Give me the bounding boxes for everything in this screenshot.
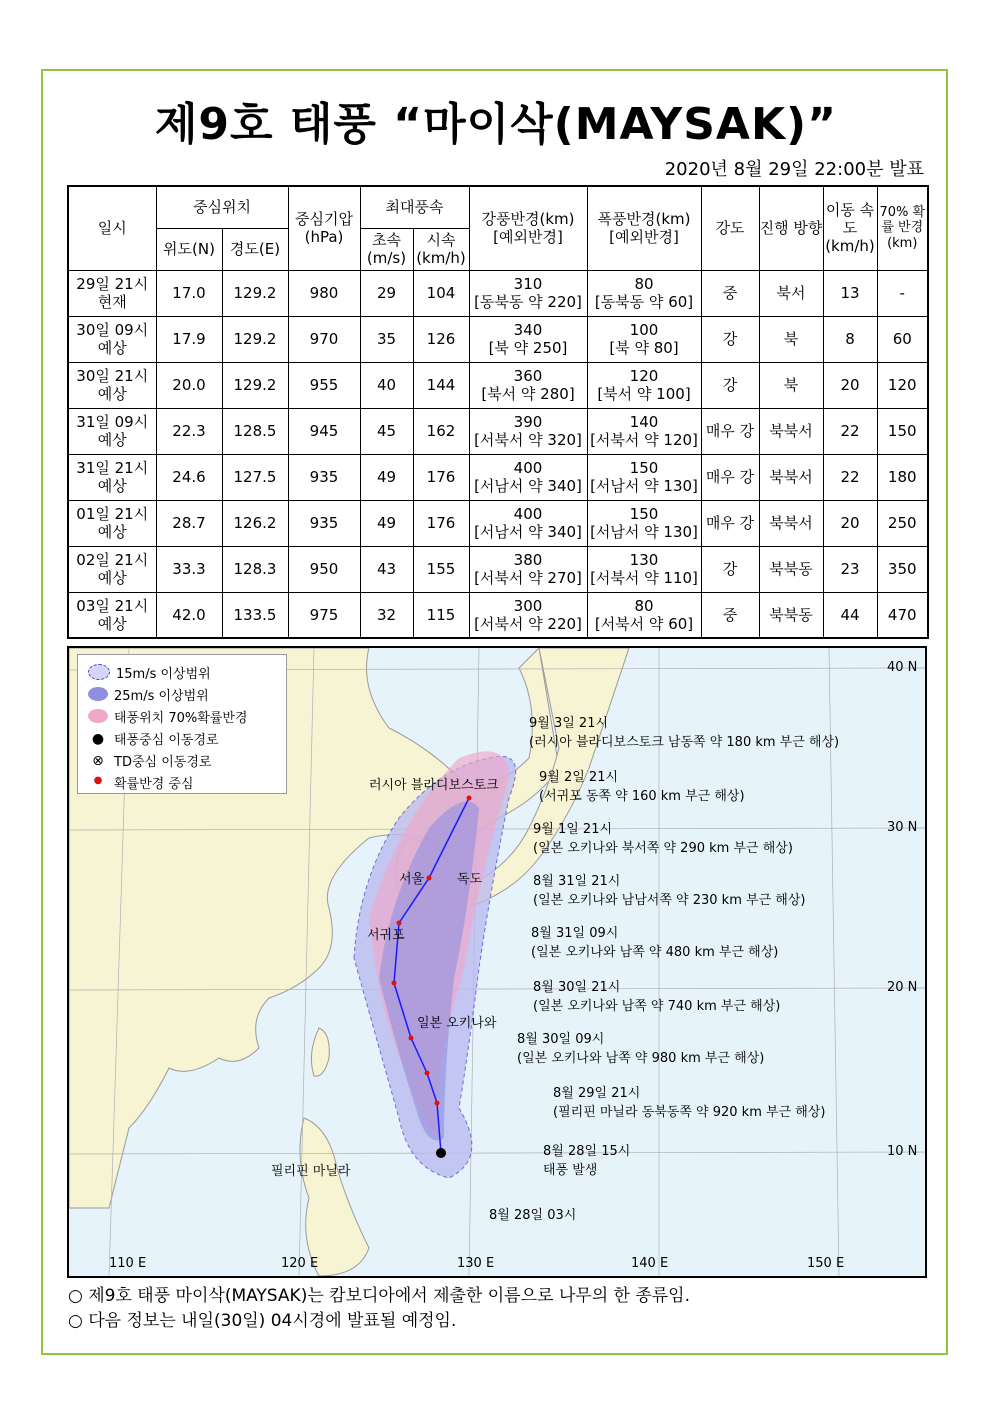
cell-text: 300 bbox=[513, 596, 543, 615]
cell-text: 현재 bbox=[97, 293, 127, 311]
annotation-location: (일본 오키나와 남쪽 약 480 km 부근 해상) bbox=[531, 945, 779, 960]
header-pressure: 중심기압 (hPa) bbox=[288, 186, 360, 270]
cell-kmh bbox=[413, 500, 469, 546]
cell-int bbox=[701, 408, 759, 454]
cell-text: 30일 09시 bbox=[76, 321, 149, 339]
forecast-row bbox=[68, 362, 928, 408]
cell-text: 129.2 bbox=[233, 284, 277, 302]
cell-text: 29 bbox=[376, 284, 397, 302]
forecast-row bbox=[68, 316, 928, 362]
place-label: 일본 오키나와 bbox=[417, 1016, 497, 1031]
cell-text: 20 bbox=[840, 376, 860, 394]
cell-g1 bbox=[469, 592, 587, 638]
cell-t1 bbox=[68, 546, 156, 592]
cell-text: [서북서 약 60] bbox=[594, 614, 694, 633]
cell-s1 bbox=[587, 592, 701, 638]
cell-text: 33.3 bbox=[172, 560, 206, 578]
forecast-row bbox=[68, 408, 928, 454]
cell-prob bbox=[877, 500, 928, 546]
cell-s1 bbox=[587, 546, 701, 592]
cell-text: 03일 21시 bbox=[76, 596, 149, 615]
cell-text: 북서 bbox=[776, 284, 806, 302]
annotation-time: 8월 28일 15시 bbox=[543, 1144, 631, 1159]
land-taiwan bbox=[311, 1028, 329, 1076]
cell-int bbox=[701, 592, 759, 638]
cell-text: [서북서 약 120] bbox=[590, 431, 698, 449]
annotation-time: 9월 1일 21시 bbox=[533, 822, 613, 837]
cell-text: [서남서 약 130] bbox=[590, 523, 698, 541]
cell-text: 60 bbox=[892, 330, 912, 348]
annotation-time: 8월 28일 03시 bbox=[489, 1208, 577, 1223]
issued-time: 2020년 8월 29일 22:00분 발표 bbox=[664, 159, 924, 180]
cell-text: 129.2 bbox=[233, 376, 277, 394]
annotation-location: (러시아 블라디보스토크 남동쪽 약 180 km 부근 해상) bbox=[529, 735, 840, 750]
header-intensity: 강도 bbox=[701, 186, 759, 270]
lon-label: 150 E bbox=[807, 1256, 845, 1271]
cell-text: 17.0 bbox=[172, 284, 206, 302]
cell-p bbox=[288, 592, 360, 638]
cell-text: 310 bbox=[513, 275, 543, 293]
header-wind-kmh: 시속 (km/h) bbox=[413, 228, 469, 270]
forecast-table bbox=[67, 185, 929, 639]
cell-prob bbox=[877, 270, 928, 316]
cell-lon bbox=[222, 500, 288, 546]
cell-text: 28.7 bbox=[172, 514, 206, 532]
cell-ms bbox=[360, 592, 413, 638]
cell-text: 120 bbox=[887, 376, 917, 394]
place-label: 러시아 블라디보스토크 bbox=[369, 778, 499, 793]
cell-text: 32 bbox=[376, 605, 397, 624]
cell-int bbox=[701, 454, 759, 500]
header-center: 중심위치 bbox=[156, 186, 288, 228]
forecast-row bbox=[68, 454, 928, 500]
note-line: ○ 다음 정보는 내일(30일) 04시경에 발표될 예정임. bbox=[68, 1311, 457, 1331]
forecast-row bbox=[68, 270, 928, 316]
cell-g1 bbox=[469, 362, 587, 408]
cell-s1 bbox=[587, 454, 701, 500]
typhoon-center-icon bbox=[436, 1148, 446, 1158]
header-speed: 이동 속도 (km/h) bbox=[823, 186, 877, 270]
cell-kmh bbox=[413, 316, 469, 362]
cell-text: 01일 21시 bbox=[76, 505, 149, 523]
track-annotation bbox=[531, 922, 778, 960]
cell-text: 127.5 bbox=[233, 468, 277, 486]
cell-text: 20.0 bbox=[172, 376, 206, 394]
cell-spd bbox=[823, 408, 877, 454]
cell-ms bbox=[360, 454, 413, 500]
cell-lon bbox=[222, 362, 288, 408]
lon-label: 130 E bbox=[457, 1256, 495, 1271]
cell-text: 360 bbox=[513, 367, 543, 385]
cell-text: 매우 강 bbox=[705, 468, 755, 486]
cell-s1 bbox=[587, 316, 701, 362]
cell-ms bbox=[360, 270, 413, 316]
cell-dir bbox=[759, 362, 823, 408]
cell-lon bbox=[222, 316, 288, 362]
cell-text: 340 bbox=[513, 321, 543, 339]
cell-text: 예상 bbox=[97, 523, 127, 541]
cell-text: 126.2 bbox=[233, 514, 277, 532]
forecast-row bbox=[68, 592, 928, 638]
cell-text: 162 bbox=[426, 422, 456, 440]
cell-text: 176 bbox=[426, 514, 456, 532]
cell-spd bbox=[823, 316, 877, 362]
cell-text: 중 bbox=[722, 284, 738, 302]
cell-text: 22 bbox=[840, 422, 860, 440]
cell-prob bbox=[877, 316, 928, 362]
cell-p bbox=[288, 362, 360, 408]
cell-text: 104 bbox=[426, 284, 456, 302]
cell-text: 8 bbox=[845, 330, 855, 348]
cell-kmh bbox=[413, 454, 469, 500]
cell-text: 29일 21시 bbox=[76, 275, 149, 293]
cell-s1 bbox=[587, 270, 701, 316]
legend-item: ⊗ TD중심 이동경로 bbox=[92, 753, 212, 770]
cell-text: 북 bbox=[783, 330, 799, 348]
cell-text: 북북서 bbox=[769, 514, 813, 532]
cell-text: 북북동 bbox=[769, 605, 813, 624]
cell-g1 bbox=[469, 546, 587, 592]
cell-lat bbox=[156, 454, 222, 500]
cell-text: [서남서 약 130] bbox=[590, 477, 698, 495]
cell-text: 126 bbox=[426, 330, 456, 348]
cell-text: 북북동 bbox=[769, 560, 813, 578]
cell-text: [북서 약 100] bbox=[597, 385, 691, 403]
cell-text: 955 bbox=[309, 376, 339, 394]
cell-text: 22 bbox=[840, 468, 860, 486]
cell-p bbox=[288, 454, 360, 500]
legend-item: 25m/s 이상범위 bbox=[88, 683, 286, 705]
cell-g1 bbox=[469, 500, 587, 546]
cell-kmh bbox=[413, 592, 469, 638]
lon-label: 110 E bbox=[109, 1256, 147, 1271]
place-label: 서귀포 bbox=[367, 928, 405, 943]
lat-label: 20 N bbox=[887, 980, 918, 995]
cell-text: 예상 bbox=[97, 477, 127, 495]
cell-text: 49 bbox=[376, 468, 397, 486]
cell-lon bbox=[222, 546, 288, 592]
cell-text: 24.6 bbox=[172, 468, 206, 486]
cell-text: - bbox=[899, 284, 905, 302]
cell-text: 350 bbox=[887, 560, 917, 578]
cell-s1 bbox=[587, 362, 701, 408]
cell-lon bbox=[222, 270, 288, 316]
cell-text: 13 bbox=[840, 284, 860, 302]
cell-text: 북북서 bbox=[769, 422, 813, 440]
cell-text: 44 bbox=[840, 605, 860, 624]
cell-dir bbox=[759, 500, 823, 546]
cell-text: 400 bbox=[513, 505, 543, 523]
annotation-time: 8월 30일 09시 bbox=[517, 1032, 605, 1047]
track-annotation bbox=[517, 1028, 764, 1066]
cell-text: 380 bbox=[513, 551, 543, 569]
cell-spd bbox=[823, 454, 877, 500]
legend-item: ● 확률반경 중심 bbox=[93, 775, 194, 792]
annotation-time: 8월 30일 21시 bbox=[533, 980, 621, 995]
cell-kmh bbox=[413, 270, 469, 316]
cell-text: 31일 21시 bbox=[76, 459, 149, 477]
cell-int bbox=[701, 316, 759, 362]
cell-dir bbox=[759, 592, 823, 638]
annotation-location: (서귀포 동쪽 약 160 km 부근 해상) bbox=[539, 789, 745, 804]
cell-text: 975 bbox=[309, 605, 339, 624]
cell-dir bbox=[759, 408, 823, 454]
cell-text: 180 bbox=[887, 468, 917, 486]
cell-text: 950 bbox=[309, 560, 339, 578]
cell-prob bbox=[877, 362, 928, 408]
cell-text: 980 bbox=[309, 284, 339, 302]
cell-g1 bbox=[469, 408, 587, 454]
cell-text: 150 bbox=[629, 459, 659, 477]
cell-text: 155 bbox=[426, 560, 456, 578]
notes bbox=[68, 1284, 690, 1334]
track-annotation bbox=[553, 1082, 825, 1120]
cell-dir bbox=[759, 316, 823, 362]
cell-lat bbox=[156, 592, 222, 638]
cell-spd bbox=[823, 270, 877, 316]
cell-lon bbox=[222, 454, 288, 500]
header-wind-ms: 초속 (m/s) bbox=[360, 228, 413, 270]
cell-text: 129.2 bbox=[233, 330, 277, 348]
cell-lat bbox=[156, 500, 222, 546]
forecast-row bbox=[68, 546, 928, 592]
cell-text: 43 bbox=[376, 560, 397, 578]
cell-s1 bbox=[587, 500, 701, 546]
cell-dir bbox=[759, 546, 823, 592]
cell-t1 bbox=[68, 362, 156, 408]
cell-kmh bbox=[413, 408, 469, 454]
cell-prob bbox=[877, 454, 928, 500]
annotation-time: 8월 31일 09시 bbox=[531, 926, 619, 941]
cell-dir bbox=[759, 270, 823, 316]
cell-text: 40 bbox=[376, 376, 397, 394]
lon-label: 120 E bbox=[281, 1256, 319, 1271]
annotation-location: (일본 오키나와 북서쪽 약 290 km 부근 해상) bbox=[533, 841, 793, 856]
cell-text: 80 bbox=[634, 596, 654, 615]
cell-text: 17.9 bbox=[172, 330, 206, 348]
cell-lat bbox=[156, 362, 222, 408]
cell-text: 30일 21시 bbox=[76, 367, 149, 385]
cell-text: 북북서 bbox=[769, 468, 813, 486]
track-annotation bbox=[543, 1140, 630, 1178]
legend-item: 15m/s 이상범위 bbox=[88, 661, 286, 683]
cell-p bbox=[288, 316, 360, 362]
cell-ms bbox=[360, 362, 413, 408]
cell-p bbox=[288, 546, 360, 592]
place-label: 서울 bbox=[399, 872, 425, 887]
cell-text: [서남서 약 340] bbox=[474, 523, 582, 541]
cell-text: [동북동 약 60] bbox=[594, 293, 694, 311]
cell-text: 22.3 bbox=[172, 422, 206, 440]
header-storm-radius: 폭풍반경(km) [예외반경] bbox=[587, 186, 701, 270]
cell-ms bbox=[360, 546, 413, 592]
track-annotation bbox=[529, 712, 839, 750]
track-annotation bbox=[533, 870, 805, 908]
annotation-location: (일본 오키나와 남쪽 약 980 km 부근 해상) bbox=[517, 1051, 765, 1066]
annotation-time: 9월 3일 21시 bbox=[529, 716, 609, 731]
cell-lat bbox=[156, 546, 222, 592]
cell-lat bbox=[156, 270, 222, 316]
header-time: 일시 bbox=[68, 186, 156, 270]
cell-int bbox=[701, 362, 759, 408]
cell-p bbox=[288, 408, 360, 454]
cell-text: 390 bbox=[513, 413, 543, 431]
cell-text: [동북동 약 220] bbox=[474, 293, 582, 311]
legend-item: 태풍위치 70%확률반경 bbox=[88, 705, 286, 727]
cell-text: 49 bbox=[376, 514, 397, 532]
header-lon: 경도(E) bbox=[222, 228, 288, 270]
cell-text: 예상 bbox=[97, 614, 127, 633]
cell-spd bbox=[823, 592, 877, 638]
header-direction: 진행 방향 bbox=[759, 186, 823, 270]
annotation-location: (필리핀 마닐라 동북동쪽 약 920 km 부근 해상) bbox=[553, 1105, 826, 1120]
cell-kmh bbox=[413, 546, 469, 592]
cell-text: 매우 강 bbox=[705, 422, 755, 440]
cell-int bbox=[701, 500, 759, 546]
annotation-location: (일본 오키나와 남남서쪽 약 230 km 부근 해상) bbox=[533, 893, 806, 908]
cell-text: 400 bbox=[513, 459, 543, 477]
cell-text: 23 bbox=[840, 560, 860, 578]
track-annotation bbox=[533, 976, 780, 1014]
cell-g1 bbox=[469, 454, 587, 500]
cell-text: [북서 약 280] bbox=[481, 385, 575, 403]
cell-g1 bbox=[469, 316, 587, 362]
cell-text: 935 bbox=[309, 514, 339, 532]
cell-text: [북 약 80] bbox=[609, 339, 679, 357]
cell-text: 470 bbox=[887, 605, 917, 624]
cell-text: 45 bbox=[376, 422, 397, 440]
cell-text: 35 bbox=[376, 330, 397, 348]
track-annotation bbox=[533, 818, 793, 856]
cell-g1 bbox=[469, 270, 587, 316]
legend-item: ● 태풍중심 이동경로 bbox=[91, 731, 219, 748]
cell-spd bbox=[823, 362, 877, 408]
cell-prob bbox=[877, 546, 928, 592]
cell-text: 예상 bbox=[97, 339, 127, 357]
cell-ms bbox=[360, 500, 413, 546]
cell-text: [서북서 약 320] bbox=[474, 431, 582, 449]
cell-text: 강 bbox=[722, 376, 738, 394]
cell-t1 bbox=[68, 316, 156, 362]
cell-text: [서북서 약 110] bbox=[590, 569, 698, 587]
cell-text: 120 bbox=[629, 367, 659, 385]
cell-text: 970 bbox=[309, 330, 339, 348]
cell-int bbox=[701, 546, 759, 592]
cell-text: 31일 09시 bbox=[76, 413, 149, 431]
cell-text: 133.5 bbox=[233, 605, 277, 624]
cell-int bbox=[701, 270, 759, 316]
cell-text: 150 bbox=[887, 422, 917, 440]
cell-text: 250 bbox=[887, 514, 917, 532]
cell-p bbox=[288, 270, 360, 316]
cell-text: 매우 강 bbox=[705, 514, 755, 532]
cell-text: 북 bbox=[783, 376, 799, 394]
cell-lat bbox=[156, 408, 222, 454]
cell-p bbox=[288, 500, 360, 546]
cell-text: [서북서 약 220] bbox=[474, 614, 582, 633]
track-annotation bbox=[539, 766, 745, 804]
cell-text: 예상 bbox=[97, 431, 127, 449]
lat-label: 30 N bbox=[887, 820, 918, 835]
cell-text: 20 bbox=[840, 514, 860, 532]
cell-spd bbox=[823, 500, 877, 546]
header-prob-radius: 70% 확률 반경 (km) bbox=[877, 186, 928, 270]
header-lat: 위도(N) bbox=[156, 228, 222, 270]
track-annotation bbox=[489, 1204, 576, 1223]
cell-text: 945 bbox=[309, 422, 339, 440]
cell-text: 150 bbox=[629, 505, 659, 523]
cell-text: 144 bbox=[426, 376, 456, 394]
cell-text: 100 bbox=[629, 321, 659, 339]
cell-text: 42.0 bbox=[172, 605, 206, 624]
cell-lon bbox=[222, 592, 288, 638]
cell-text: 02일 21시 bbox=[76, 551, 149, 569]
cell-t1 bbox=[68, 454, 156, 500]
cell-text: 176 bbox=[426, 468, 456, 486]
cell-t1 bbox=[68, 592, 156, 638]
cell-text: 935 bbox=[309, 468, 339, 486]
place-label: 필리핀 마닐라 bbox=[271, 1164, 351, 1179]
header-gale-radius: 강풍반경(km) [예외반경] bbox=[469, 186, 587, 270]
cell-lat bbox=[156, 316, 222, 362]
annotation-time: 9월 2일 21시 bbox=[539, 770, 619, 785]
place-label: 독도 bbox=[457, 872, 483, 887]
cell-t1 bbox=[68, 500, 156, 546]
cell-kmh bbox=[413, 362, 469, 408]
cell-t1 bbox=[68, 270, 156, 316]
annotation-location: (일본 오키나와 남쪽 약 740 km 부근 해상) bbox=[533, 999, 781, 1014]
cell-ms bbox=[360, 408, 413, 454]
cell-text: 예상 bbox=[97, 385, 127, 403]
cell-prob bbox=[877, 592, 928, 638]
cell-text: 예상 bbox=[97, 569, 127, 587]
note-line: ○ 제9호 태풍 마이삭(MAYSAK)는 캄보디아에서 제출한 이름으로 나무의 한 종류임. bbox=[68, 1286, 691, 1306]
map-legend bbox=[77, 654, 287, 794]
cell-s1 bbox=[587, 408, 701, 454]
lon-label: 140 E bbox=[631, 1256, 669, 1271]
cell-text: 140 bbox=[629, 413, 659, 431]
cell-text: [북 약 250] bbox=[488, 339, 568, 357]
annotation-time: 8월 29일 21시 bbox=[553, 1086, 641, 1101]
cell-text: 128.5 bbox=[233, 422, 277, 440]
cell-lon bbox=[222, 408, 288, 454]
cell-ms bbox=[360, 316, 413, 362]
cell-text: 130 bbox=[629, 551, 659, 569]
annotation-location: 태풍 발생 bbox=[543, 1163, 598, 1178]
lat-label: 40 N bbox=[887, 660, 918, 675]
cell-t1 bbox=[68, 408, 156, 454]
cell-text: 중 bbox=[722, 605, 738, 624]
annotation-time: 8월 31일 21시 bbox=[533, 874, 621, 889]
cell-prob bbox=[877, 408, 928, 454]
land-philippines bbox=[300, 1118, 369, 1276]
track-map bbox=[67, 646, 927, 1278]
cell-text: [서남서 약 340] bbox=[474, 477, 582, 495]
lat-label: 10 N bbox=[887, 1144, 918, 1159]
cell-text: 128.3 bbox=[233, 560, 277, 578]
cell-text: 115 bbox=[426, 605, 456, 624]
cell-dir bbox=[759, 454, 823, 500]
forecast-row bbox=[68, 500, 928, 546]
page-title: 제9호 태풍 “마이삭(MAYSAK)” bbox=[154, 99, 838, 150]
cell-spd bbox=[823, 546, 877, 592]
header-wind: 최대풍속 bbox=[360, 186, 469, 228]
cell-text: 80 bbox=[634, 275, 654, 293]
cell-text: 강 bbox=[722, 560, 738, 578]
cell-text: 강 bbox=[722, 330, 738, 348]
cell-text: [서북서 약 270] bbox=[474, 569, 582, 587]
